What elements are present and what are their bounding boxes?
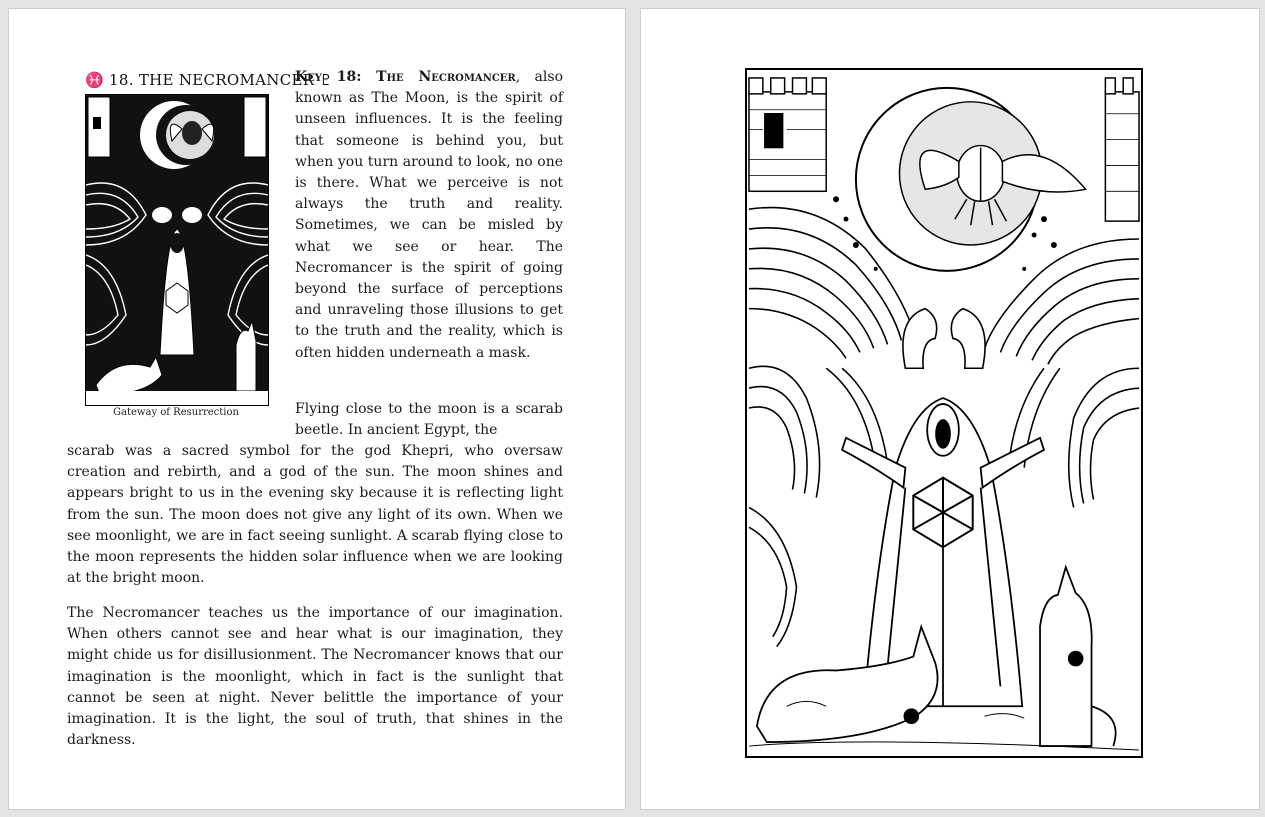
scarab-paragraph-start: Flying close to the moon is a scarab beetle. In ancient Egypt, the: [295, 401, 563, 439]
card-title: ♓ 18. THE NECROMANCER ♇: [85, 71, 334, 89]
key-heading: Key 18: The Necromancer: [295, 69, 516, 85]
intro-body: , also known as The Moon, is the spirit of unseen influences. It is the feeling that someone is behind you, but when you turn around to look, no one is there. What we perceive is not always the truth and reality. Sometimes, we can be misled by what we see or hear. The Necromancer is the spirit of going beyond the surface of perceptions and unraveling those illusions to get to the truth and the reality, which is often hidden underneath a mask.: [295, 69, 563, 361]
left-page: [8, 8, 626, 810]
right-page: [640, 8, 1260, 810]
small-card-illustration: [85, 94, 269, 406]
scarab-paragraph-continued: scarab was a sacred symbol for the god Khepri, who oversaw creation and rebirth, and a god of the sun. The moon shines and appears bright to us in the evening sky because it is reflecting light from the sun. The moon does not give any light of its own. When we see moonlight, we are in fact seeing sunlight. A scarab flying close to the moon represents the hidden solar influence when we are looking at the bright moon.: [67, 443, 563, 587]
full-page-card-illustration: [745, 68, 1143, 758]
card-caption: Gateway of Resurrection: [113, 407, 239, 418]
necromancer-card-art: [747, 70, 1141, 756]
small-card-art: [86, 95, 268, 405]
intro-paragraph: [295, 67, 563, 364]
imagination-paragraph: The Necromancer teaches us the importance of our imagination. When others cannot see and hear what is our imagination, they might chide us for disillusionment. The Necromancer knows that our imagination is the moonlight, which in fact is the sunlight that cannot be seen at night. Never belittle the importance of your imagination. It is the light, the soul of truth, that shines in the darkness.: [67, 605, 563, 749]
